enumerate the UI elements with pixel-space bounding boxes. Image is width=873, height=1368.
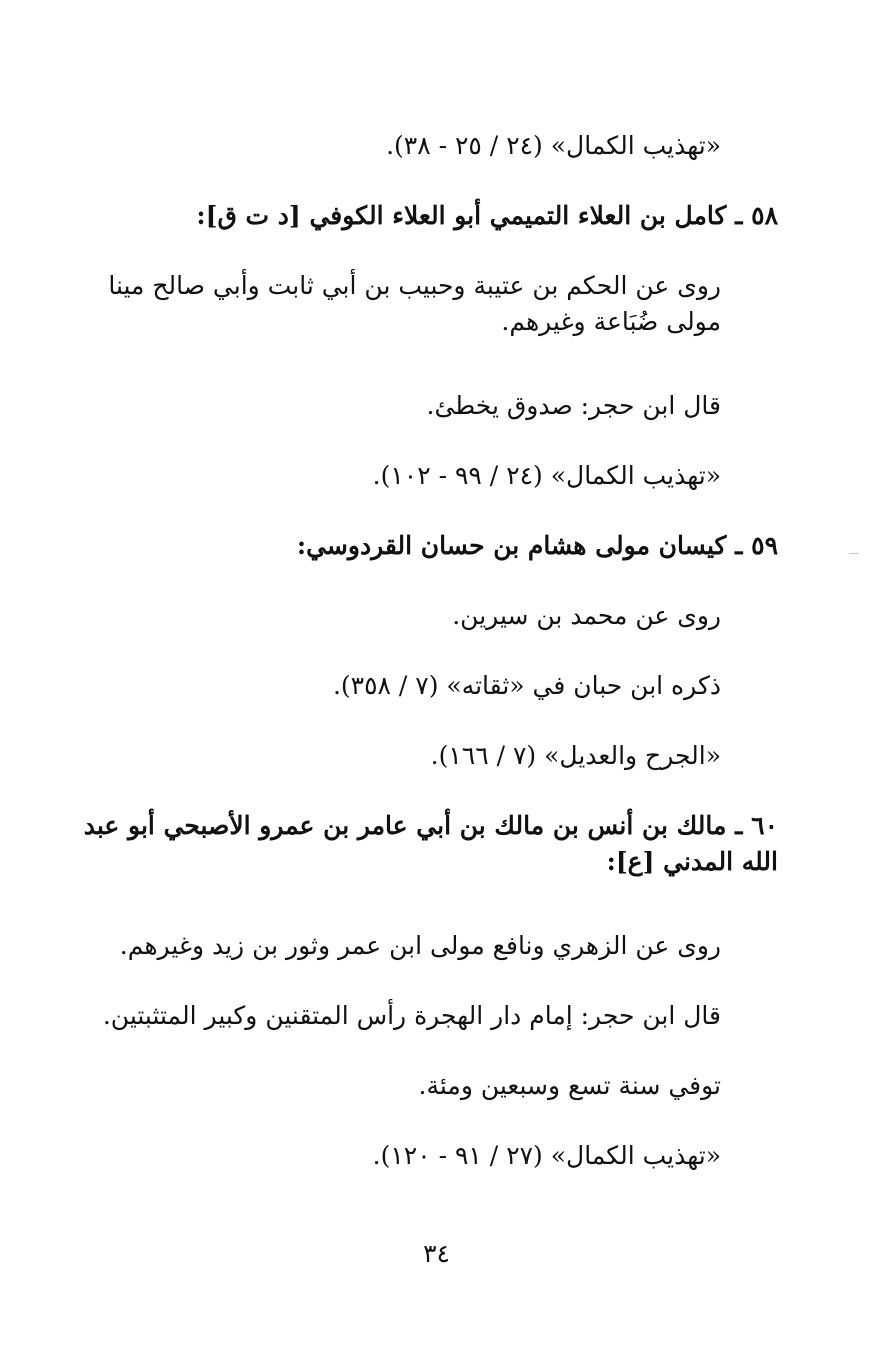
entry-60-death: توفي سنة تسع وسبعين ومئة. — [418, 1071, 721, 1100]
entry-60-title: مالك بن أنس بن مالك بن أبي عامر بن عمرو الأصبحي أبو عبد الله المدني [ع]: — [83, 811, 778, 876]
entry-58-ibn-hajar: قال ابن حجر: صدوق يخطئ. — [426, 391, 721, 420]
entry-59-narrated-from: روى عن محمد بن سيرين. — [452, 601, 721, 630]
entry-58-heading — [196, 198, 778, 234]
entry-57-reference: «تهذيب الكمال» (٢٤ / ٢٥ - ٣٨). — [386, 131, 721, 160]
page-edge-mark — [849, 553, 859, 554]
entry-60-reference: «تهذيب الكمال» (٢٧ / ٩١ - ١٢٠). — [372, 1141, 721, 1170]
entry-59-reference: «الجرح والعديل» (٧ / ١٦٦). — [430, 741, 721, 770]
entry-59-title: كيسان مولى هشام بن حسان القردوسي: — [296, 531, 727, 560]
entry-58-title: كامل بن العلاء التميمي أبو العلاء الكوفي [د ت ق]: — [196, 201, 727, 230]
entry-60-narrated-from: روى عن الزهري ونافع مولى ابن عمر وثور بن زيد وغيرهم. — [119, 931, 721, 960]
entry-60-number: ٦٠ ـ — [735, 811, 778, 840]
entry-58-narrated-from: روى عن الحكم بن عتيبة وحبيب بن أبي ثابت وأبي صالح مينا مولى ضُبَاعة وغيرهم. — [108, 271, 721, 336]
entry-59-ibn-hibban: ذكره ابن حبان في «ثقاته» (٧ / ٣٥٨). — [332, 671, 721, 700]
entry-58-number: ٥٨ ـ — [735, 201, 778, 230]
entry-60-ibn-hajar: قال ابن حجر: إمام دار الهجرة رأس المتقنين وكبير المتثبتين. — [102, 1001, 721, 1030]
entry-59-number: ٥٩ ـ — [735, 531, 778, 560]
page-number: ٣٤ — [423, 1239, 450, 1268]
entry-58-reference: «تهذيب الكمال» (٢٤ / ٩٩ - ١٠٢). — [372, 461, 721, 490]
entry-60-heading — [68, 808, 778, 880]
entry-59-heading — [297, 528, 778, 564]
